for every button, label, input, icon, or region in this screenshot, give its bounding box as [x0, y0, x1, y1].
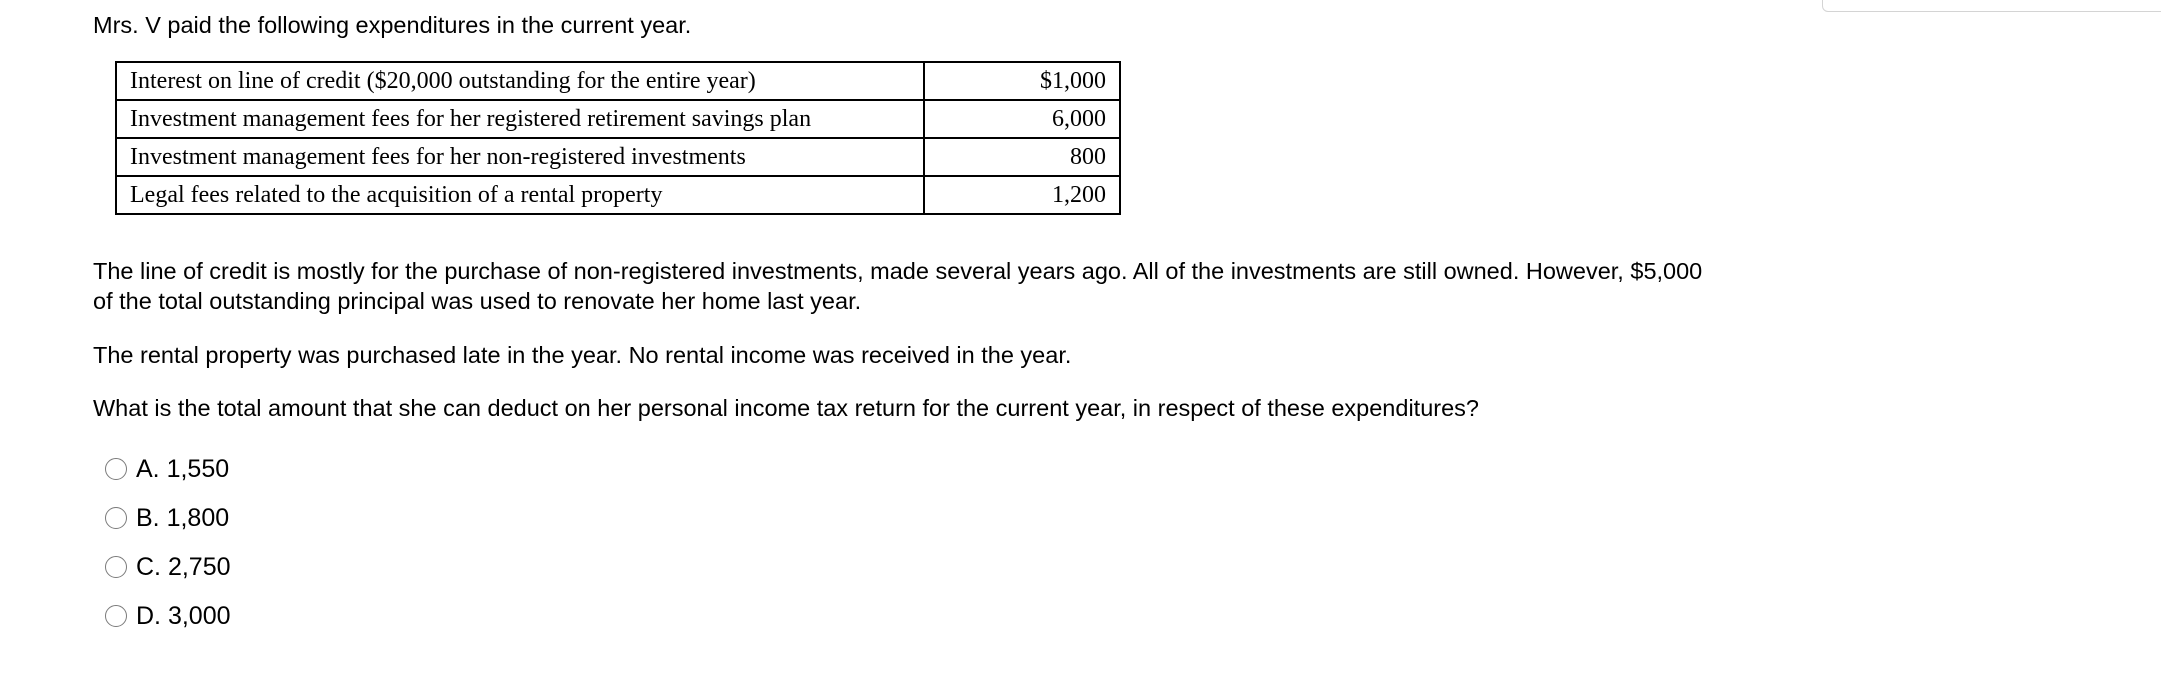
expenditure-description: Interest on line of credit ($20,000 outstanding for the entire year) — [116, 62, 924, 100]
radio-button-d[interactable] — [105, 605, 127, 627]
option-label: D. 3,000 — [136, 601, 231, 630]
table-row — [116, 176, 1120, 214]
option-label: C. 2,750 — [136, 552, 231, 581]
radio-button-c[interactable] — [105, 556, 127, 578]
option-a[interactable] — [105, 444, 231, 493]
expenditure-description: Legal fees related to the acquisition of a rental property — [116, 176, 924, 214]
expenditure-description: Investment management fees for her registered retirement savings plan — [116, 100, 924, 138]
top-right-panel-edge — [1822, 0, 2161, 12]
expenditures-table — [115, 61, 1121, 215]
expenditure-description: Investment management fees for her non-registered investments — [116, 138, 924, 176]
expenditure-amount: 800 — [924, 138, 1120, 176]
option-d[interactable] — [105, 591, 231, 640]
option-label: A. 1,550 — [136, 454, 230, 483]
option-b[interactable] — [105, 493, 231, 542]
table-row — [116, 62, 1120, 100]
radio-button-b[interactable] — [105, 507, 127, 529]
question-prompt: What is the total amount that she can deduct on her personal income tax return for the current year, in respect of these expenditures? — [93, 395, 1479, 421]
rental-property-paragraph: The rental property was purchased late in the year. No rental income was received in the year. — [93, 342, 1072, 368]
option-c[interactable] — [105, 542, 231, 591]
expenditure-amount: 6,000 — [924, 100, 1120, 138]
radio-button-a[interactable] — [105, 458, 127, 480]
expenditure-amount: $1,000 — [924, 62, 1120, 100]
table-row — [116, 100, 1120, 138]
option-label: B. 1,800 — [136, 503, 230, 532]
line-of-credit-paragraph: The line of credit is mostly for the purchase of non-registered investments, made several years ago. All of the investments are still owned. However, $5,000 of the total outstanding principal was used to renovate her home last year. — [93, 258, 1703, 314]
table-row — [116, 138, 1120, 176]
expenditure-amount: 1,200 — [924, 176, 1120, 214]
question-intro: Mrs. V paid the following expenditures in the current year. — [93, 12, 692, 38]
answer-options — [105, 444, 231, 640]
